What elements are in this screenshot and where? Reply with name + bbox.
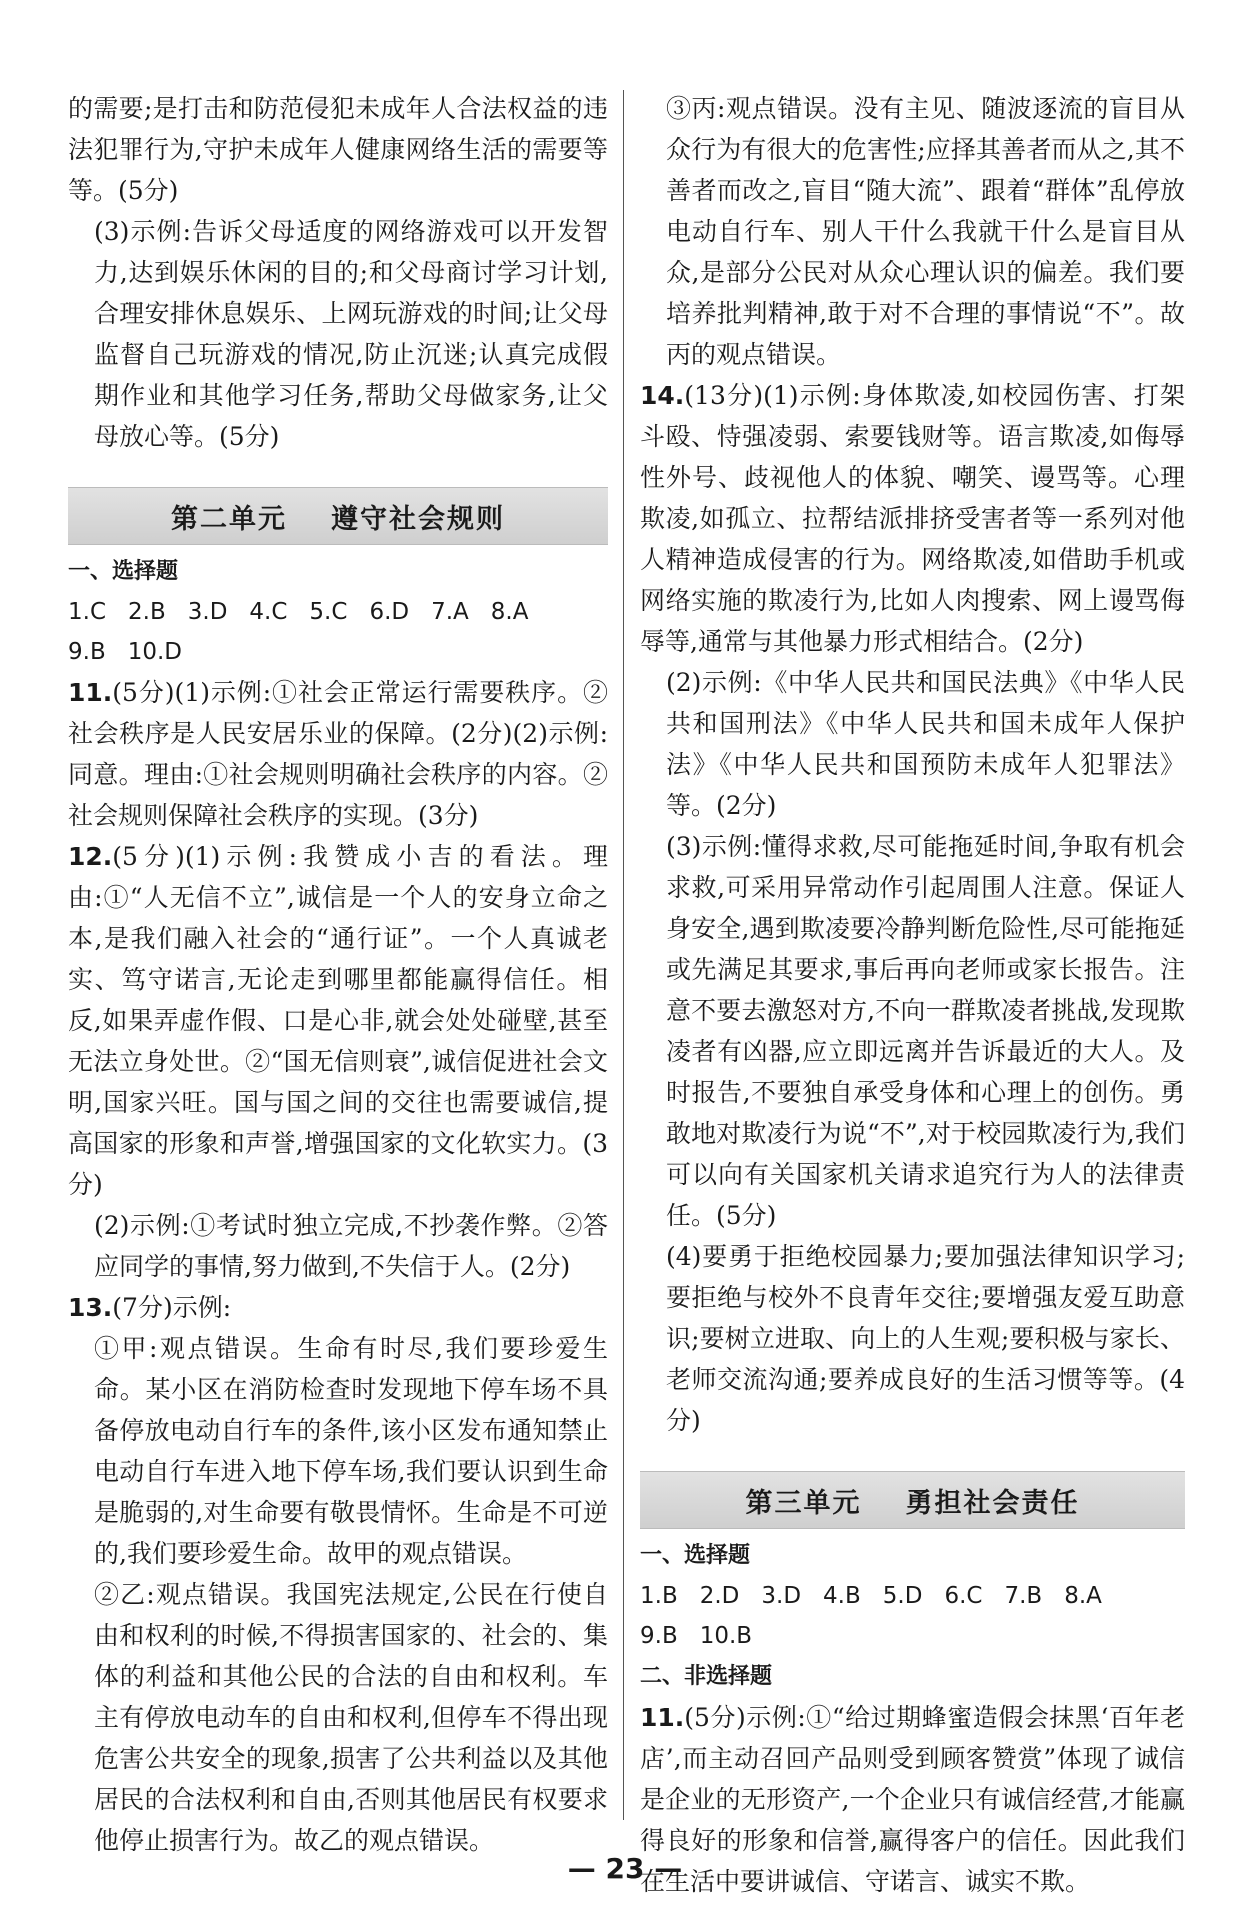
answer-q10-part3: (3)示例:告诉父母适度的网络游戏可以开发智力,达到娱乐休闲的目的;和父母商讨学习计划,合理安排休息娱乐、上网玩游戏的时间;让父母监督自己玩游戏的情况,防止沉迷;认真完成假期作业和其他学习任务,帮助父母做家务,让父母放心等。(5分) [94,217,608,451]
answer-q13-a: ①甲:观点错误。生命有时尽,我们要珍爱生命。某小区在消防检查时发现地下停车场不具备停放电动自行车的条件,该小区发布通知禁止电动自行车进入地下停车场,我们要认识到生命是脆弱的,对生命要有敬畏情怀。生命是不可逆的,我们要珍爱生命。故甲的观点错误。 [94,1334,608,1568]
unit-3-name: 第三单元 [745,1487,862,1519]
mc-answers-row-2 [640,1616,1185,1656]
section-multiple-choice: 一、选择题 [640,1543,751,1568]
page-number: — 23 — [567,1852,683,1885]
mc-answer: 1.C [68,599,107,625]
mc-answer: 3.D [187,599,228,625]
mc-answer: 9.B [68,639,106,665]
unit-2-header [68,487,608,545]
left-column [68,88,608,1861]
section-non-choice: 二、非选择题 [640,1664,773,1689]
answer-text: (5分)(1)示例:我赞成小吉的看法。理由:①“人无信不立”,诚信是一个人的安身立命之本,是我们融入社会的“通行证”。一个人真诚老实、笃守诺言,无论走到哪里都能赢得信任。相反,如果弄虚作假、口是心非,就会处处碰壁,甚至无法立身处世。②“国无信则衰”,诚信促进社会文明,国家兴旺。国与国之间的交往也需要诚信,提高国家的形象和声誉,增强国家的文化软实力。(3分) [68,842,608,1199]
mc-answer: 7.A [431,599,469,625]
answer-text: (5分)(1)示例:①社会正常运行需要秩序。②社会秩序是人民安居乐业的保障。(2分)(2)示例:同意。理由:①社会规则明确社会秩序的内容。②社会规则保障社会秩序的实现。(3分) [68,678,608,830]
section-multiple-choice: 一、选择题 [68,559,179,584]
mc-answer: 6.D [369,599,410,625]
unit-2-name: 第二单元 [171,503,287,535]
continued-answer: 的需要;是打击和防范侵犯未成年人合法权益的违法犯罪行为,守护未成年人健康网络生活的需要等等。(5分) [68,94,608,205]
answer-q11 [68,672,608,836]
answer-q13 [68,1287,608,1328]
mc-answer: 6.C [944,1583,983,1609]
answer-q14-part2: (2)示例:《中华人民共和国民法典》《中华人民共和国刑法》《中华人民共和国未成年人保护法》《中华人民共和国预防未成年人犯罪法》等。(2分) [666,668,1185,820]
mc-answer: 2.B [128,599,166,625]
mc-answers-row-1 [640,1576,1185,1616]
answer-q13-c: ③丙:观点错误。没有主见、随波逐流的盲目从众行为有很大的危害性;应择其善者而从之,其不善者而改之,盲目“随大流”、跟着“群体”乱停放电动自行车、别人干什么我就干什么是盲目从众,是部分公民对从众心理认识的偏差。我们要培养批判精神,敢于对不合理的事情说“不”。故丙的观点错误。 [666,94,1185,369]
question-number: 11. [640,1703,685,1732]
answer-q13-b: ②乙:观点错误。我国宪法规定,公民在行使自由和权利的时候,不得损害国家的、社会的、集体的利益和其他公民的合法的自由和权利。车主有停放电动车的自由和权利,但停车不得出现危害公共安全的现象,损害了公共利益以及其他居民的合法权利和自由,否则其他居民有权要求他停止损害行为。故乙的观点错误。 [94,1580,608,1855]
mc-answer: 9.B [640,1623,678,1649]
question-number: 12. [68,842,113,871]
mc-answer: 2.D [699,1583,740,1609]
answer-q12-part2: (2)示例:①考试时独立完成,不抄袭作弊。②答应同学的事情,努力做到,不失信于人。(2分) [94,1211,608,1281]
question-number: 13. [68,1293,113,1322]
unit-2-title: 遵守社会规则 [331,503,505,535]
mc-answer: 10.B [699,1623,753,1649]
mc-answer: 10.D [127,639,183,665]
question-number: 14. [640,381,685,410]
right-column [640,88,1185,1902]
mc-answers-row-2 [68,632,608,672]
answer-text: (5分)示例:①“给过期蜂蜜造假会抹黑‘百年老店’,而主动召回产品则受到顾客赞赏”体现了诚信是企业的无形资产,一个企业只有诚信经营,才能赢得良好的形象和信誉,赢得客户的信任。因此我们在生活中要讲诚信、守诺言、诚实不欺。 [640,1703,1185,1896]
unit-3-title: 勇担社会责任 [905,1487,1080,1519]
unit-3-header [640,1471,1185,1529]
mc-answer: 3.D [761,1583,802,1609]
mc-answer: 4.B [823,1583,861,1609]
mc-answer: 8.A [490,599,529,625]
mc-answer: 5.D [882,1583,923,1609]
answer-text: (13分)(1)示例:身体欺凌,如校园伤害、打架斗殴、恃强凌弱、索要钱财等。语言欺凌,如侮辱性外号、歧视他人的体貌、嘲笑、谩骂等。心理欺凌,如孤立、拉帮结派排挤受害者等一系列对他人精神造成侵害的行为。网络欺凌,如借助手机或网络实施的欺凌行为,比如人肉搜索、网上谩骂侮辱等,通常与其他暴力形式相结合。(2分) [640,381,1185,656]
mc-answer: 7.B [1004,1583,1043,1609]
answer-q12 [68,836,608,1205]
mc-answer: 4.C [249,599,288,625]
mc-answers-row-1 [68,592,608,632]
mc-answer: 1.B [640,1583,678,1609]
mc-answer: 5.C [309,599,348,625]
answer-q14 [640,375,1185,662]
answer-q14-part3: (3)示例:懂得求救,尽可能拖延时间,争取有机会求救,可采用异常动作引起周围人注意。保证人身安全,遇到欺凌要冷静判断危险性,尽可能拖延或先满足其要求,事后再向老师或家长报告。注意不要去激怒对方,不向一群欺凌者挑战,发现欺凌者有凶器,应立即远离并告诉最近的大人。及时报告,不要独自承受身体和心理上的创伤。勇敢地对欺凌行为说“不”,对于校园欺凌行为,我们可以向有关国家机关请求追究行为人的法律责任。(5分) [666,832,1185,1230]
column-divider [623,90,624,1820]
mc-answer: 8.A [1064,1583,1102,1609]
answer-q14-part4: (4)要勇于拒绝校园暴力;要加强法律知识学习;要拒绝与校外不良青年交往;要增强友爱互助意识;要树立进取、向上的人生观;要积极与家长、老师交流沟通;要养成良好的生活习惯等等。(4分) [666,1242,1185,1435]
question-number: 11. [68,678,113,707]
answer-text: (7分)示例: [112,1293,232,1322]
